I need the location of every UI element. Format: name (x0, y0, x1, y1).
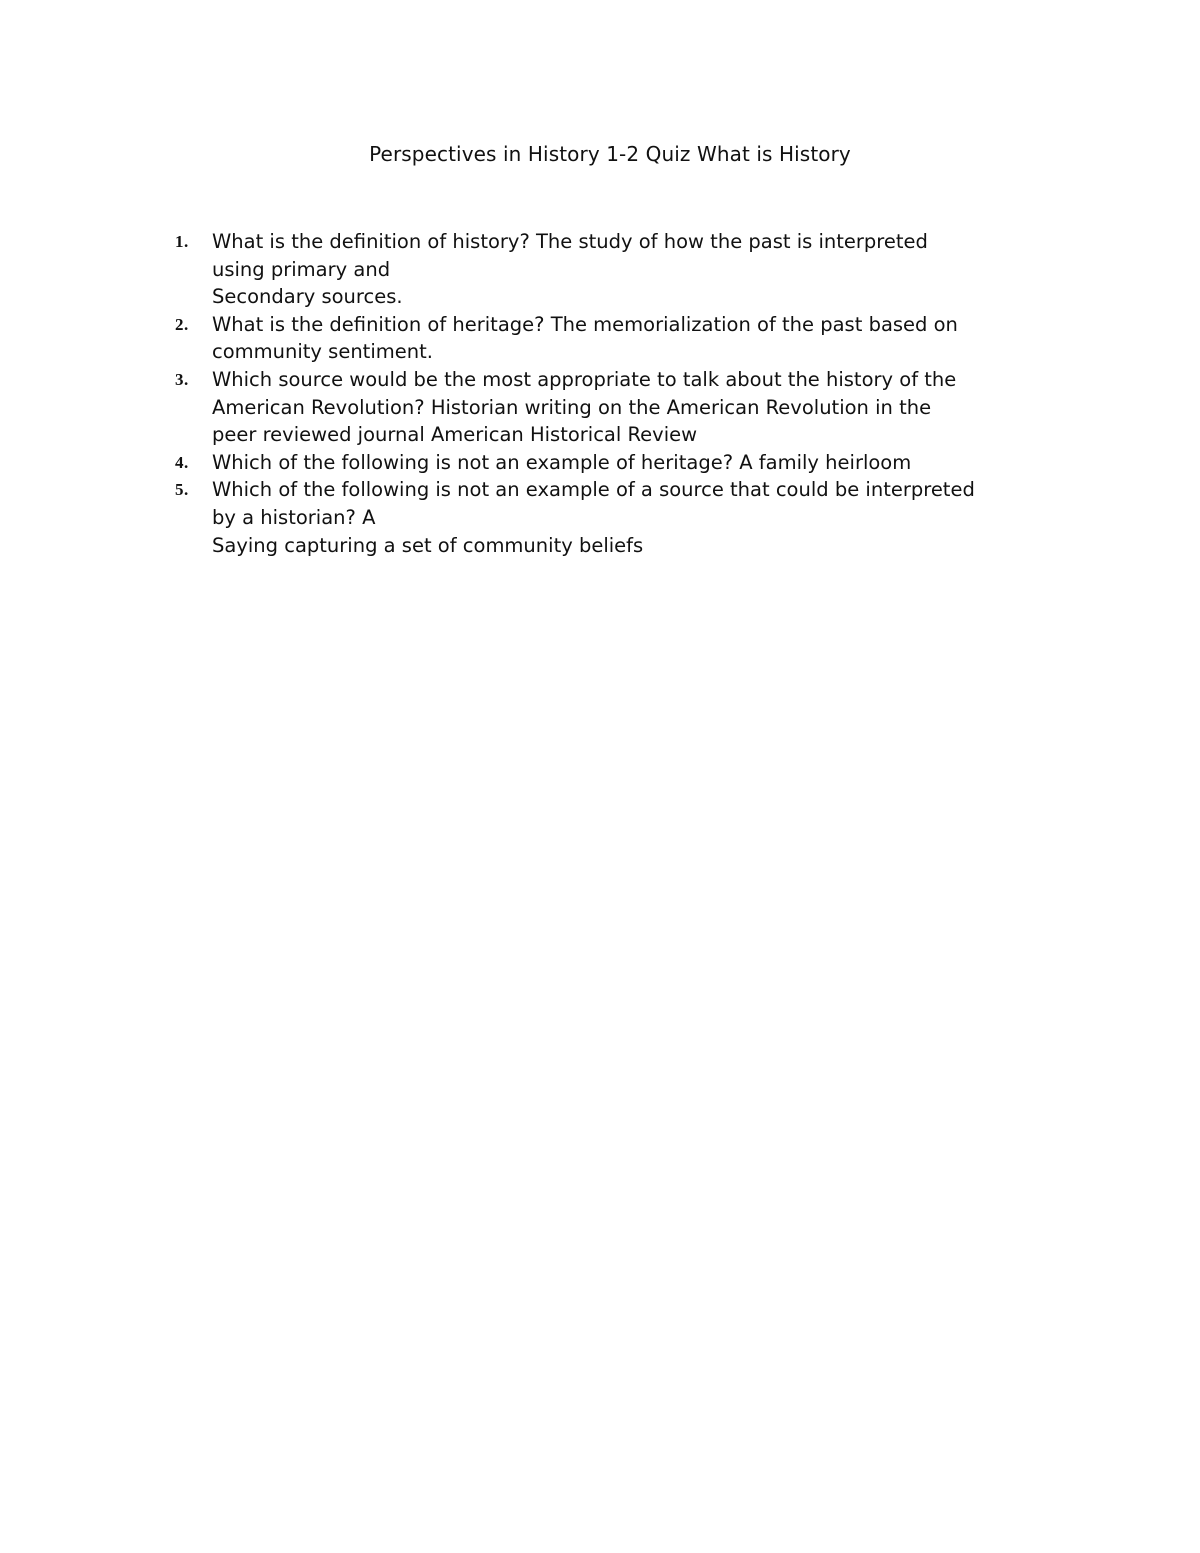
item-number: 5. (175, 480, 189, 500)
item-text-line: using primary and (212, 257, 391, 281)
item-text-line: Which of the following is not an example of a source that could be interpreted (212, 478, 975, 502)
quiz-item-3 (175, 366, 1095, 449)
item-text-line: by a historian? A (212, 505, 376, 529)
item-text-line: Which source would be the most appropriate to talk about the history of the (212, 367, 957, 391)
item-text-line: peer reviewed journal American Historical Review (212, 423, 698, 447)
item-text-line: American Revolution? Historian writing on the American Revolution in the (212, 395, 932, 419)
item-number: 2. (175, 314, 189, 334)
quiz-item-2 (175, 311, 1095, 366)
quiz-item-1 (175, 228, 1095, 311)
item-number: 4. (175, 452, 189, 472)
quiz-item-5 (175, 476, 1095, 559)
item-text-line: Which of the following is not an example of heritage? A family heirloom (212, 450, 912, 474)
item-text-line: Saying capturing a set of community beliefs (212, 533, 644, 557)
item-text-line: community sentiment. (212, 340, 433, 364)
quiz-item-4 (175, 449, 1095, 477)
item-text-line: What is the definition of heritage? The memorialization of the past based on (212, 312, 958, 336)
document-title: Perspectives in History 1-2 Quiz What is History (369, 142, 851, 166)
quiz-question-list (175, 228, 1095, 559)
item-number: 1. (175, 232, 189, 251)
item-number: 3. (175, 369, 189, 389)
item-text-line: What is the definition of history? The study of how the past is interpreted (212, 230, 928, 253)
item-text-line: Secondary sources. (212, 285, 403, 309)
